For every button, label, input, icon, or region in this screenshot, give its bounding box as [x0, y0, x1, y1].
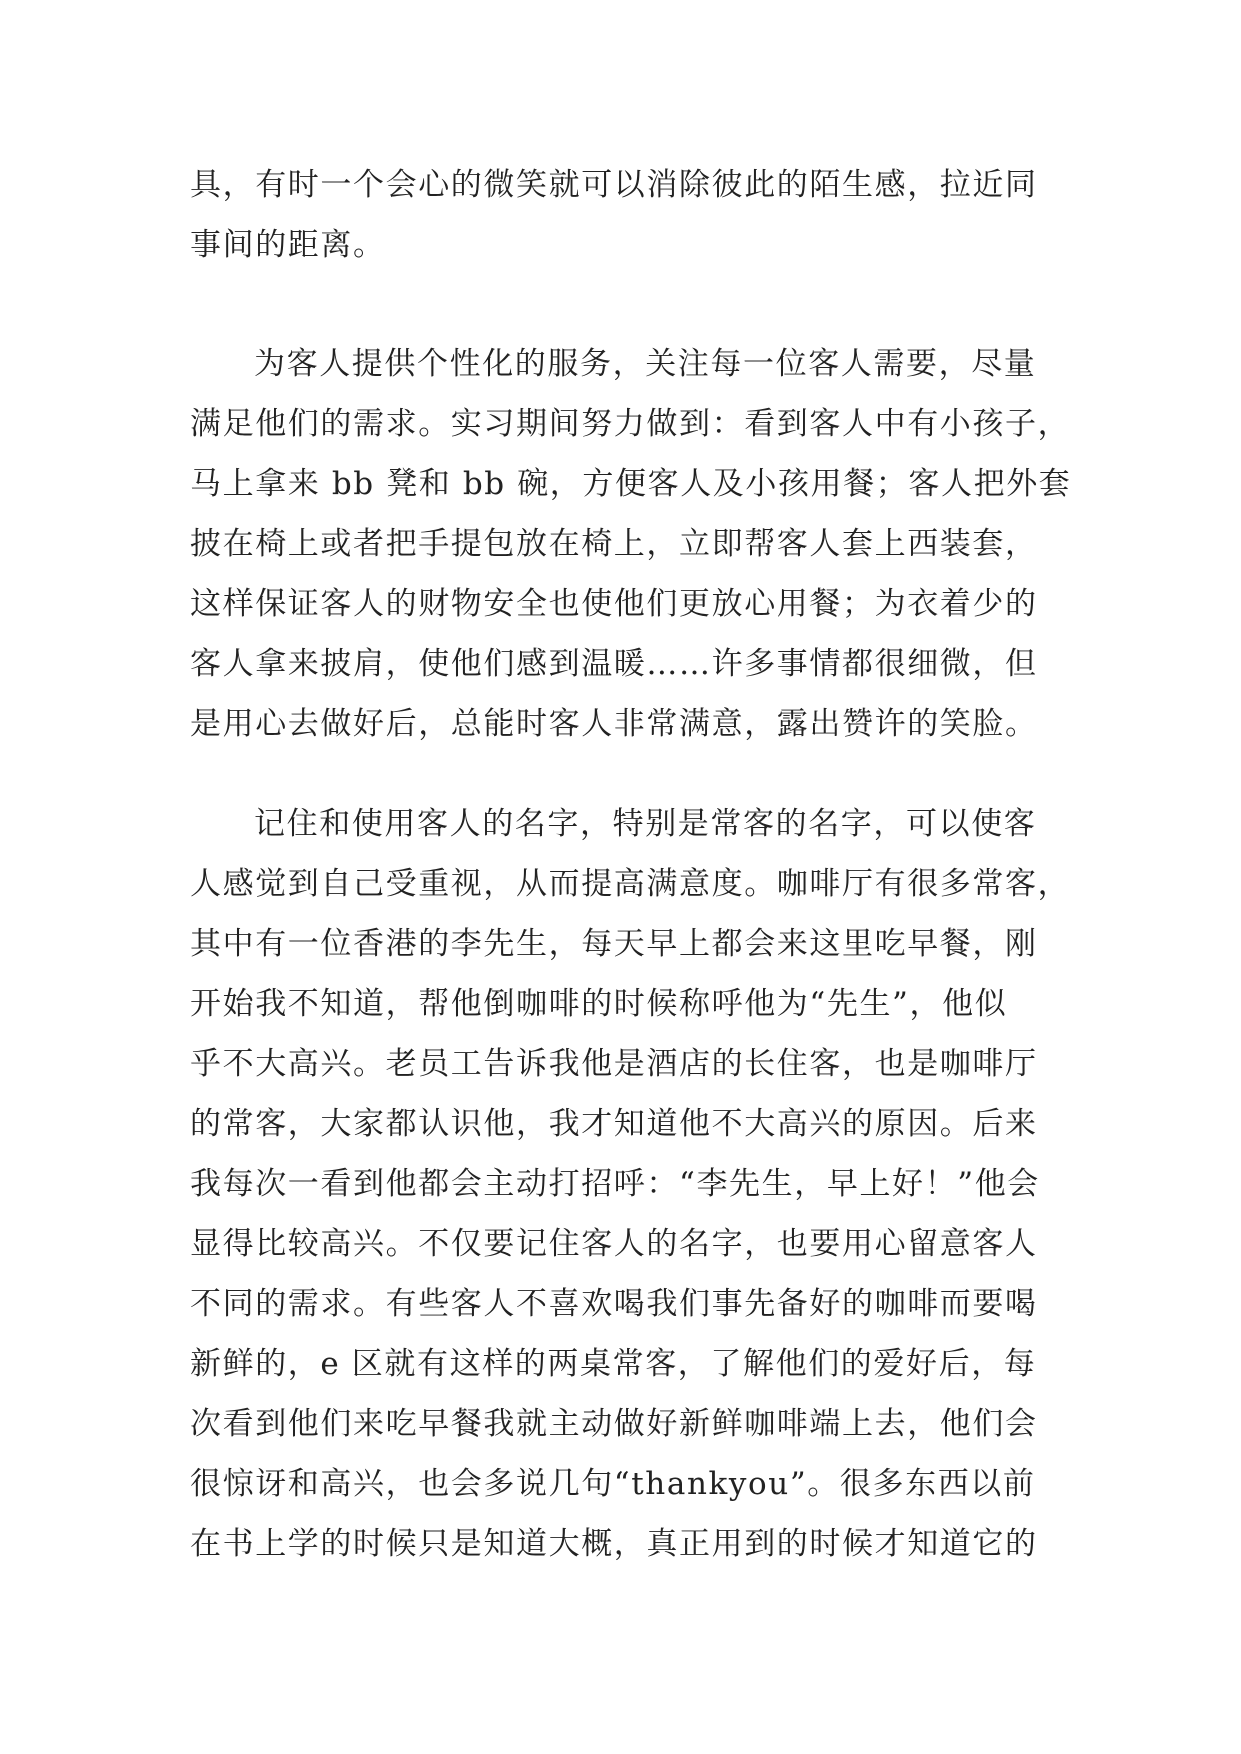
paragraph-line: 人感觉到自己受重视，从而提高满意度。咖啡厅有很多常客， — [190, 866, 1071, 902]
paragraph-line: 马上拿来 bb 凳和 bb 碗，方便客人及小孩用餐；客人把外套 — [190, 466, 1072, 502]
paragraph-line: 记住和使用客人的名字，特别是常客的名字，可以使客 — [254, 806, 1037, 842]
paragraph-line: 这样保证客人的财物安全也使他们更放心用餐；为衣着少的 — [190, 586, 1038, 622]
paragraph-line: 客人拿来披肩，使他们感到温暖……许多事情都很细微，但 — [190, 646, 1038, 682]
paragraph-3 — [190, 794, 1070, 1574]
paragraph-line: 我每次一看到他都会主动打招呼：“李先生，早上好！”他会 — [190, 1166, 1040, 1202]
paragraph-line: 满足他们的需求。实习期间努力做到：看到客人中有小孩子， — [190, 406, 1071, 442]
paragraph-2 — [190, 334, 1070, 754]
paragraph-line: 很惊讶和高兴，也会多说几句“thankyou”。很多东西以前 — [190, 1466, 1036, 1502]
paragraph-line: 事间的距离。 — [190, 227, 386, 263]
paragraph-line: 新鲜的，e 区就有这样的两桌常客，了解他们的爱好后，每 — [190, 1346, 1037, 1382]
paragraph-line: 开始我不知道，帮他倒咖啡的时候称呼他为“先生”，他似 — [190, 986, 1008, 1022]
paragraph-line: 在书上学的时候只是知道大概，真正用到的时候才知道它的 — [190, 1526, 1038, 1562]
paragraph-1 — [190, 155, 1070, 275]
paragraph-line: 其中有一位香港的李先生，每天早上都会来这里吃早餐，刚 — [190, 926, 1038, 962]
paragraph-line: 显得比较高兴。不仅要记住客人的名字，也要用心留意客人 — [190, 1226, 1038, 1262]
paragraph-line: 不同的需求。有些客人不喜欢喝我们事先备好的咖啡而要喝 — [190, 1286, 1038, 1322]
paragraph-line: 具，有时一个会心的微笑就可以消除彼此的陌生感，拉近同 — [190, 167, 1038, 203]
paragraph-line: 是用心去做好后，总能时客人非常满意，露出赞许的笑脸。 — [190, 706, 1038, 742]
paragraph-line: 的常客，大家都认识他，我才知道他不大高兴的原因。后来 — [190, 1106, 1038, 1142]
paragraph-line: 为客人提供个性化的服务，关注每一位客人需要，尽量 — [254, 346, 1037, 382]
paragraph-line: 次看到他们来吃早餐我就主动做好新鲜咖啡端上去，他们会 — [190, 1406, 1038, 1442]
paragraph-line: 披在椅上或者把手提包放在椅上，立即帮客人套上西装套， — [190, 526, 1038, 562]
paragraph-line: 乎不大高兴。老员工告诉我他是酒店的长住客，也是咖啡厅 — [190, 1046, 1038, 1082]
